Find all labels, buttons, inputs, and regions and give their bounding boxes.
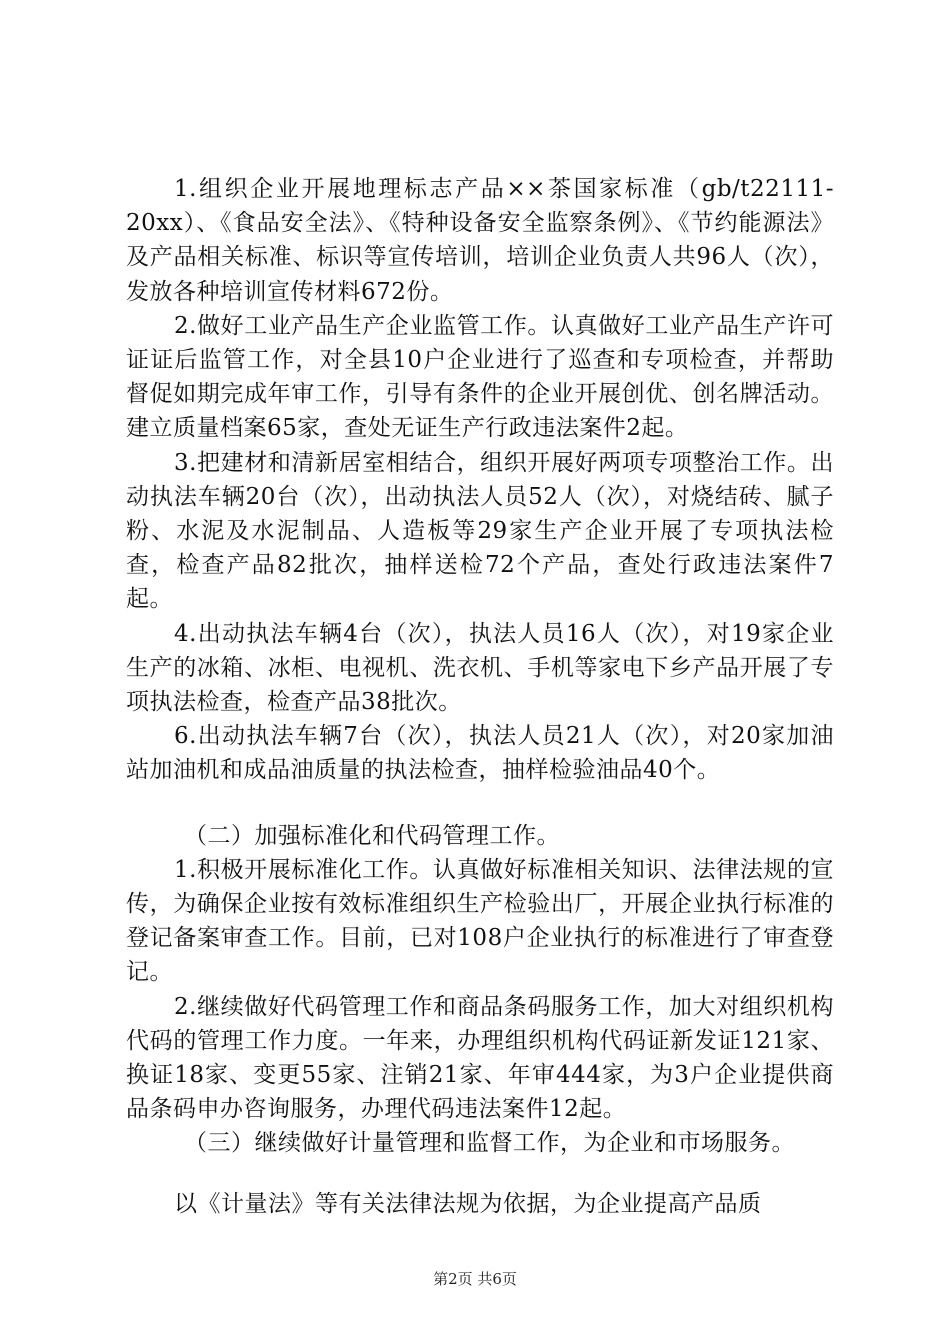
paragraph-metrology: 以《计量法》等有关法律法规为依据，为企业提高产品质 xyxy=(174,1190,762,1217)
section-heading-2: （二）加强标准化和代码管理工作。 xyxy=(184,822,560,849)
paragraph-4: 4.出动执法车辆4台（次），执法人员16人（次），对19家企业生产的冰箱、冰柜、电视机、洗衣机、手机等家电下乡产品开展了专项执法检查，检查产品38批次。 xyxy=(126,620,834,716)
body-text xyxy=(126,172,834,1221)
page-footer: 第2页 共6页 xyxy=(433,1270,517,1288)
paragraph-2: 2.做好工业产品生产企业监管工作。认真做好工业产品生产许可证证后监管工作，对全县10户企业进行了巡查和专项检查，并帮助督促如期完成年审工作，引导有条件的企业开展创优、创名牌活动。建立质量档案65家，查处无证生产行政违法案件2起。 xyxy=(126,312,834,442)
paragraph-1: 1.组织企业开展地理标志产品××茶国家标准（gb/t22111-20xx）、《食品安全法》、《特种设备安全监察条例》、《节约能源法》及产品相关标准、标识等宣传培训，培训企业负责人共96人（次），发放各种培训宣传材料672份。 xyxy=(126,176,834,305)
paragraph-3: 3.把建材和清新居室相结合，组织开展好两项专项整治工作。出动执法车辆20台（次），出动执法人员52人（次），对烧结砖、腻子粉、水泥及水泥制品、人造板等29家生产企业开展了专项执法检查，检查产品82批次，抽样送检72个产品，查处行政违法案件7起。 xyxy=(126,449,834,613)
paragraph-standardization: 1.积极开展标准化工作。认真做好标准相关知识、法律法规的宣传，为确保企业按有效标准组织生产检验出厂，开展企业执行标准的登记备案审查工作。目前，已对108户企业执行的标准进行了审查登记。 xyxy=(126,856,834,986)
paragraph-6: 6.出动执法车辆7台（次），执法人员21人（次），对20家加油站加油机和成品油质量的执法检查，抽样检验油品40个。 xyxy=(126,723,834,784)
paragraph-code-management: 2.继续做好代码管理工作和商品条码服务工作，加大对组织机构代码的管理工作力度。一年来，办理组织机构代码证新发证121家、换证18家、变更55家、注销21家、年审444家，为3户企业提供商品条码申办咨询服务，办理代码违法案件12起。 xyxy=(126,993,834,1123)
section-heading-3: （三）继续做好计量管理和监督工作，为企业和市场服务。 xyxy=(184,1130,795,1157)
